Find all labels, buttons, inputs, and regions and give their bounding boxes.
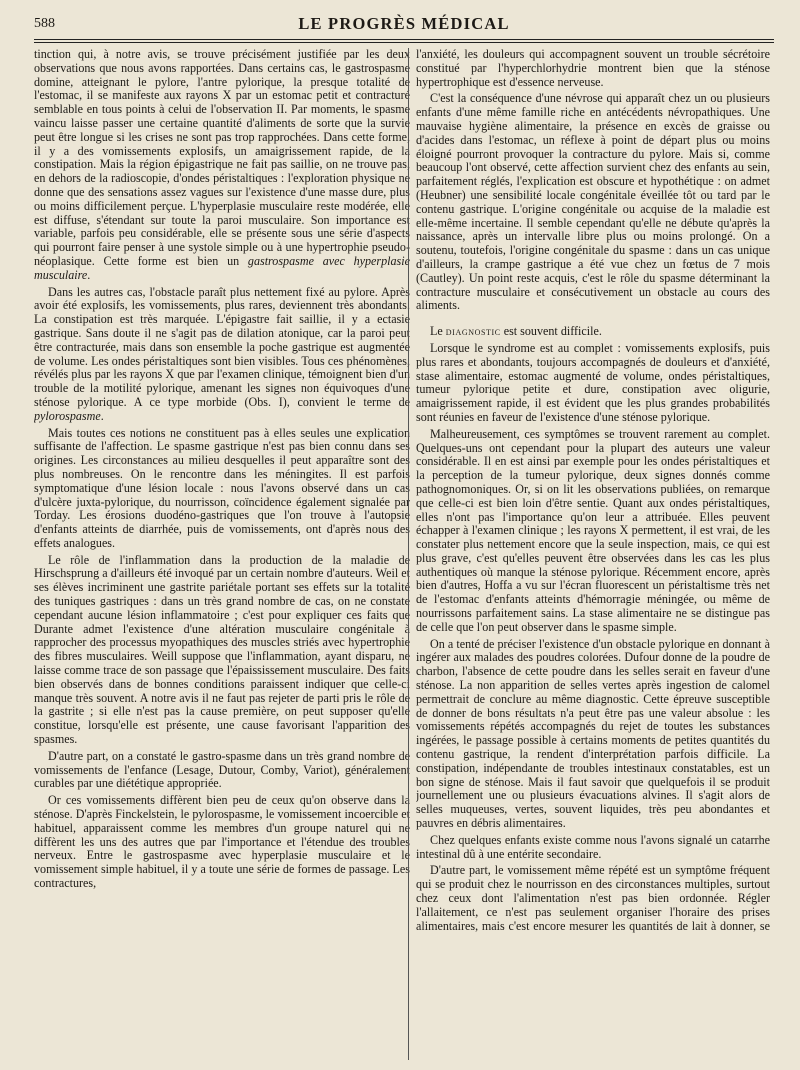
italic-term: pylorospasme	[34, 408, 101, 423]
paragraph: Mais toutes ces notions ne constituent pas à elles seules une explication suffisante de l'affection. Le spasme gastrique n'est pas bien connu dans ses origines. Les circonstances au milieu desquelles il peut apparaître sont des plus nombreuses. On le rencontre dans les méningites. Il est parfois symptomatique d'une lésion locale : nous l'avons observé dans un cas d'ulcère juxta-pylorique, du nourrisson, coïncidence également signalée par Torday. Les érosions duodéno-gastriques que l'on trouve à l'autopsie d'enfants atteints de diarrhée, puis de vomissements, ont d'après nous des effets analogues.	[34, 425, 410, 550]
paragraph-text: Dans les autres cas, l'obstacle paraît plus nettement fixé au pylore. Après avoir été explosifs, les vomissements, plus rares, deviennent très abondants. La constipation est très marquée. L'épigastre fait saillie, il y a ectasie gastrique. Sans doute il ne s'agit pas de dilation atonique, car la paroi peut être contracturée, mais dans son ensemble la poche gastrique est augmentée de volume. Les ondes péristaltiques sont bien visibles. Tous ces phénomènes, révélés plus par les rayons X que par l'examen clinique, témoignent bien d'un trouble de la motilité pylorique, amenant les signes non équivoques d'une sténose pylorique. A ce type morbide (Obs. I), convient le terme de	[34, 284, 410, 409]
section-rest: est souvent difficile.	[500, 324, 602, 339]
header-rule-double	[34, 42, 774, 43]
paragraph-text: tinction qui, à notre avis, se trouve précisément justifiée par les deux observations que nous avons rapportées. Dans certains cas, le gastrospasme domine, atteignant le pylore, l'antre pylorique, la presque totalité de l'estomac, il se manifeste aux rayons X par un estomac petit et contracturé semblable en tous points à celui de l'observation II. Par moments, le spasme vaincu laisse passer une certaine quantité d'aliments de sorte que la survie peut être longue si les crises ne sont pas trop rapprochées. Dans cette forme, il y a des vomissements explosifs, un amaigrissement rapide, de la constipation. Mais la région épigastrique ne fait pas saillie, on ne trouve pas, en dehors de la radioscopie, d'ondes péristaltiques : l'exploration physique ne donne que des sensations assez vagues sur l'existence d'une masse dure, plus ou moins difficilement perçue. L'hyperplasie musculaire reste modérée, elle est diffuse, s'étendant sur toute la paroi musculaire. Son importance est variable, parfois peu considérable, elle se présente sous une série d'aspects qui pourront faire penser à une systole simple ou à une hypertrophie pseudo-néoplasique. Cette forme est bien un	[34, 48, 410, 268]
paragraph-end: .	[100, 408, 104, 423]
paragraph	[34, 48, 410, 283]
paragraph: l'anxiété, les douleurs qui accompagnent souvent un trouble sécrétoire constitué par l'hyperchlorhydrie montrent bien que la sténose hypertrophique est d'essence nerveuse.	[416, 48, 770, 89]
paragraph: D'autre part, le vomissement même répété est un symptôme fréquent qui se produit chez le nourrisson en des circonstances multiples, surtout chez ceux dont l'alimentation n'est pas bien ordonnée. Régler l'allaitement, ce n'est pas seulement organiser l'horaire des prises alimentaires, mais c'est encore mesurer les quantités de lait à donner, se	[416, 863, 770, 933]
italic-term: gastrospasme avec hyperplasie musculaire	[34, 253, 410, 282]
page-number: 588	[34, 16, 55, 31]
paragraph: Chez quelques enfants existe comme nous l'avons signalé un catarrhe intestinal dû à une entérite secondaire.	[416, 832, 770, 861]
left-column	[34, 48, 410, 1066]
journal-title: LE PROGRÈS MÉDICAL	[298, 14, 510, 33]
paragraph: Or ces vomissements diffèrent bien peu de ceux qu'on observe dans la sténose. D'après Finckelstein, le pylorospasme, le vomissement incoercible et habituel, apparaissent comme les membres d'un groupe naturel qui ne diffèrent les uns des autres que par l'importance et l'étendue des troubles nerveux. Entre le gastrospasme avec hyperplasie musculaire et le vomissement simple habituel, il y a toute une série de formes de passage. Les contractures,	[34, 793, 410, 891]
column-divider	[408, 48, 409, 1060]
paragraph: C'est la conséquence d'une névrose qui apparaît chez un ou plusieurs enfants d'une même famille riche en antécédents névropathiques. Une mauvaise hygiène alimentaire, la présence en excès de graisse ou d'acides dans l'estomac, un réflexe à point de départ plus ou moins éloigné pourront provoquer la contracture du pylore. Mais si, comme beaucoup l'ont observé, cette affection survient chez des enfants au sein, parfaitement réglés, l'explication est obscure et hypothétique : on admet (Heubner) une sensibilité locale congénitale éveillée tôt ou tard par le contenu gastrique. L'origine congénitale ou acquise de la maladie est elle-même incertaine. Il semble cependant qu'elle ne débute qu'après la naissance, après un intervalle libre plus ou moins prolongé. On a soutenu, toutefois, l'origine congénitale du spasme : dans un cas unique d'ailleurs, la crampe gastrique a été vue chez un fœtus de 7 mois (Cautley). Un point reste acquis, c'est le rôle du spasme déterminant la contracture musculaire et consécutivement un obstacle au cours des aliments.	[416, 91, 770, 313]
paragraph: Le rôle de l'inflammation dans la production de la maladie de Hirschsprung a d'ailleurs été invoqué par un certain nombre d'auteurs. Weil et ses élèves incriminent une gastrite pariétale portant ses effets sur la totalité des tuniques gastriques : dans un très grand nombre de cas, on ne constate cependant aucune lésion inflammatoire ; c'est pour expliquer ces faits que Durante admet l'existence d'une altération musculaire congénitale à rapprocher des processus myopathiques des muscles striés avec hypertrophie des fibres musculaires. Weill suppose que l'inflammation, ayant disparu, ne laisse comme trace de son passage que l'épaississement musculaire. Des faits bien observés dans de bonnes conditions paraissent indiquer que celle-ci manque très souvent. A notre avis il ne faut pas rejeter de parti pris le rôle de la gastrite ; si elle n'est pas la cause première, on peut supposer qu'elle constitue, lorsqu'elle est présente, une cause favorisant l'apparition des spasmes.	[34, 552, 410, 747]
paragraph	[34, 286, 410, 424]
section-heading-diagnostic	[416, 325, 770, 339]
page-header	[34, 14, 774, 36]
paragraph: On a tenté de préciser l'existence d'un obstacle pylorique en donnant à ingérer aux malades des poudres colorées. Dufour donne de la poudre de charbon, l'absence de cette poudre dans les selles serait en faveur d'une sténose. La non apparition de selles vertes après ingestion de calomel permettrait de conclure au même diagnostic. Cette épreuve susceptible de donner de bons résultats n'a peut être pas une valeur absolue : les vomissements répétés accompagnés du rejet de toutes les substances ingérées, le passage possible à certains moments de petites quantités du contenu gastrique, la rendent d'interprétation parfois difficile. La constipation, indépendante de troubles intestinaux constatables, est un bon signe de sténose. Mais il faut savoir que quelquefois il se produit journellement une ou plusieurs évacuations alvines. Il s'agit alors de selles muqueuses, vertes, souvent liquides, très peu abondantes et pauvres en débris alimentaires.	[416, 636, 770, 831]
section-keyword: diagnostic	[445, 324, 501, 339]
paragraph: D'autre part, on a constaté le gastro-spasme dans un très grand nombre de vomissements de l'enfance (Lesage, Dutour, Comby, Variot), généralement curables par une diététique appropriée.	[34, 748, 410, 791]
header-rule	[34, 39, 774, 40]
paragraph: Lorsque le syndrome est au complet : vomissements explosifs, puis plus rares et abondants, toujours accompagnés de douleurs et d'anxiété, stase alimentaire, estomac augmenté de volume, ondes péristaltiques, tumeur pylorique petite et dure, constipation avec oligurie, amaigrissement rapide, il est évident que les plus grandes probabilités sont réunies en faveur de l'existence d'une sténose pylorique.	[416, 340, 770, 424]
paragraph: Malheureusement, ces symptômes se trouvent rarement au complet. Quelques-uns ont cependant pour la plupart des auteurs une valeur considérable. Il en est ainsi par exemple pour les ondes péristaltiques et la perception de la tumeur pylorique, deux signes donnés comme pathognomoniques. Or, si on lit les observations publiées, on remarque que celle-ci est bien loin d'être sentie. Quant aux ondes péristaltiques, elles n'ont pas l'importance qu'on leur a attribuée. Elles peuvent échapper à l'examen clinique ; les rayons X permettent, il est vrai, de les constater plus nettement encore que la seule inspection, mais, ce qui est plus grave, c'est qu'elles peuvent être observées dans les cas les plus authentiques où manque la sténose pylorique. Récemment encore, après bien d'autres, Hoffa a vu sur l'écran fluorescent un péristaltisme très net de l'estomac d'enfants atteints d'hémorragie méningée, ou même de nourrissons parfaitement sains. La stase alimentaire ne se distingue pas de celle que l'on peut observer dans le spasme simple.	[416, 426, 770, 634]
paragraph-end: .	[87, 267, 91, 282]
right-column	[416, 48, 770, 1066]
section-lead: Le	[430, 324, 443, 339]
